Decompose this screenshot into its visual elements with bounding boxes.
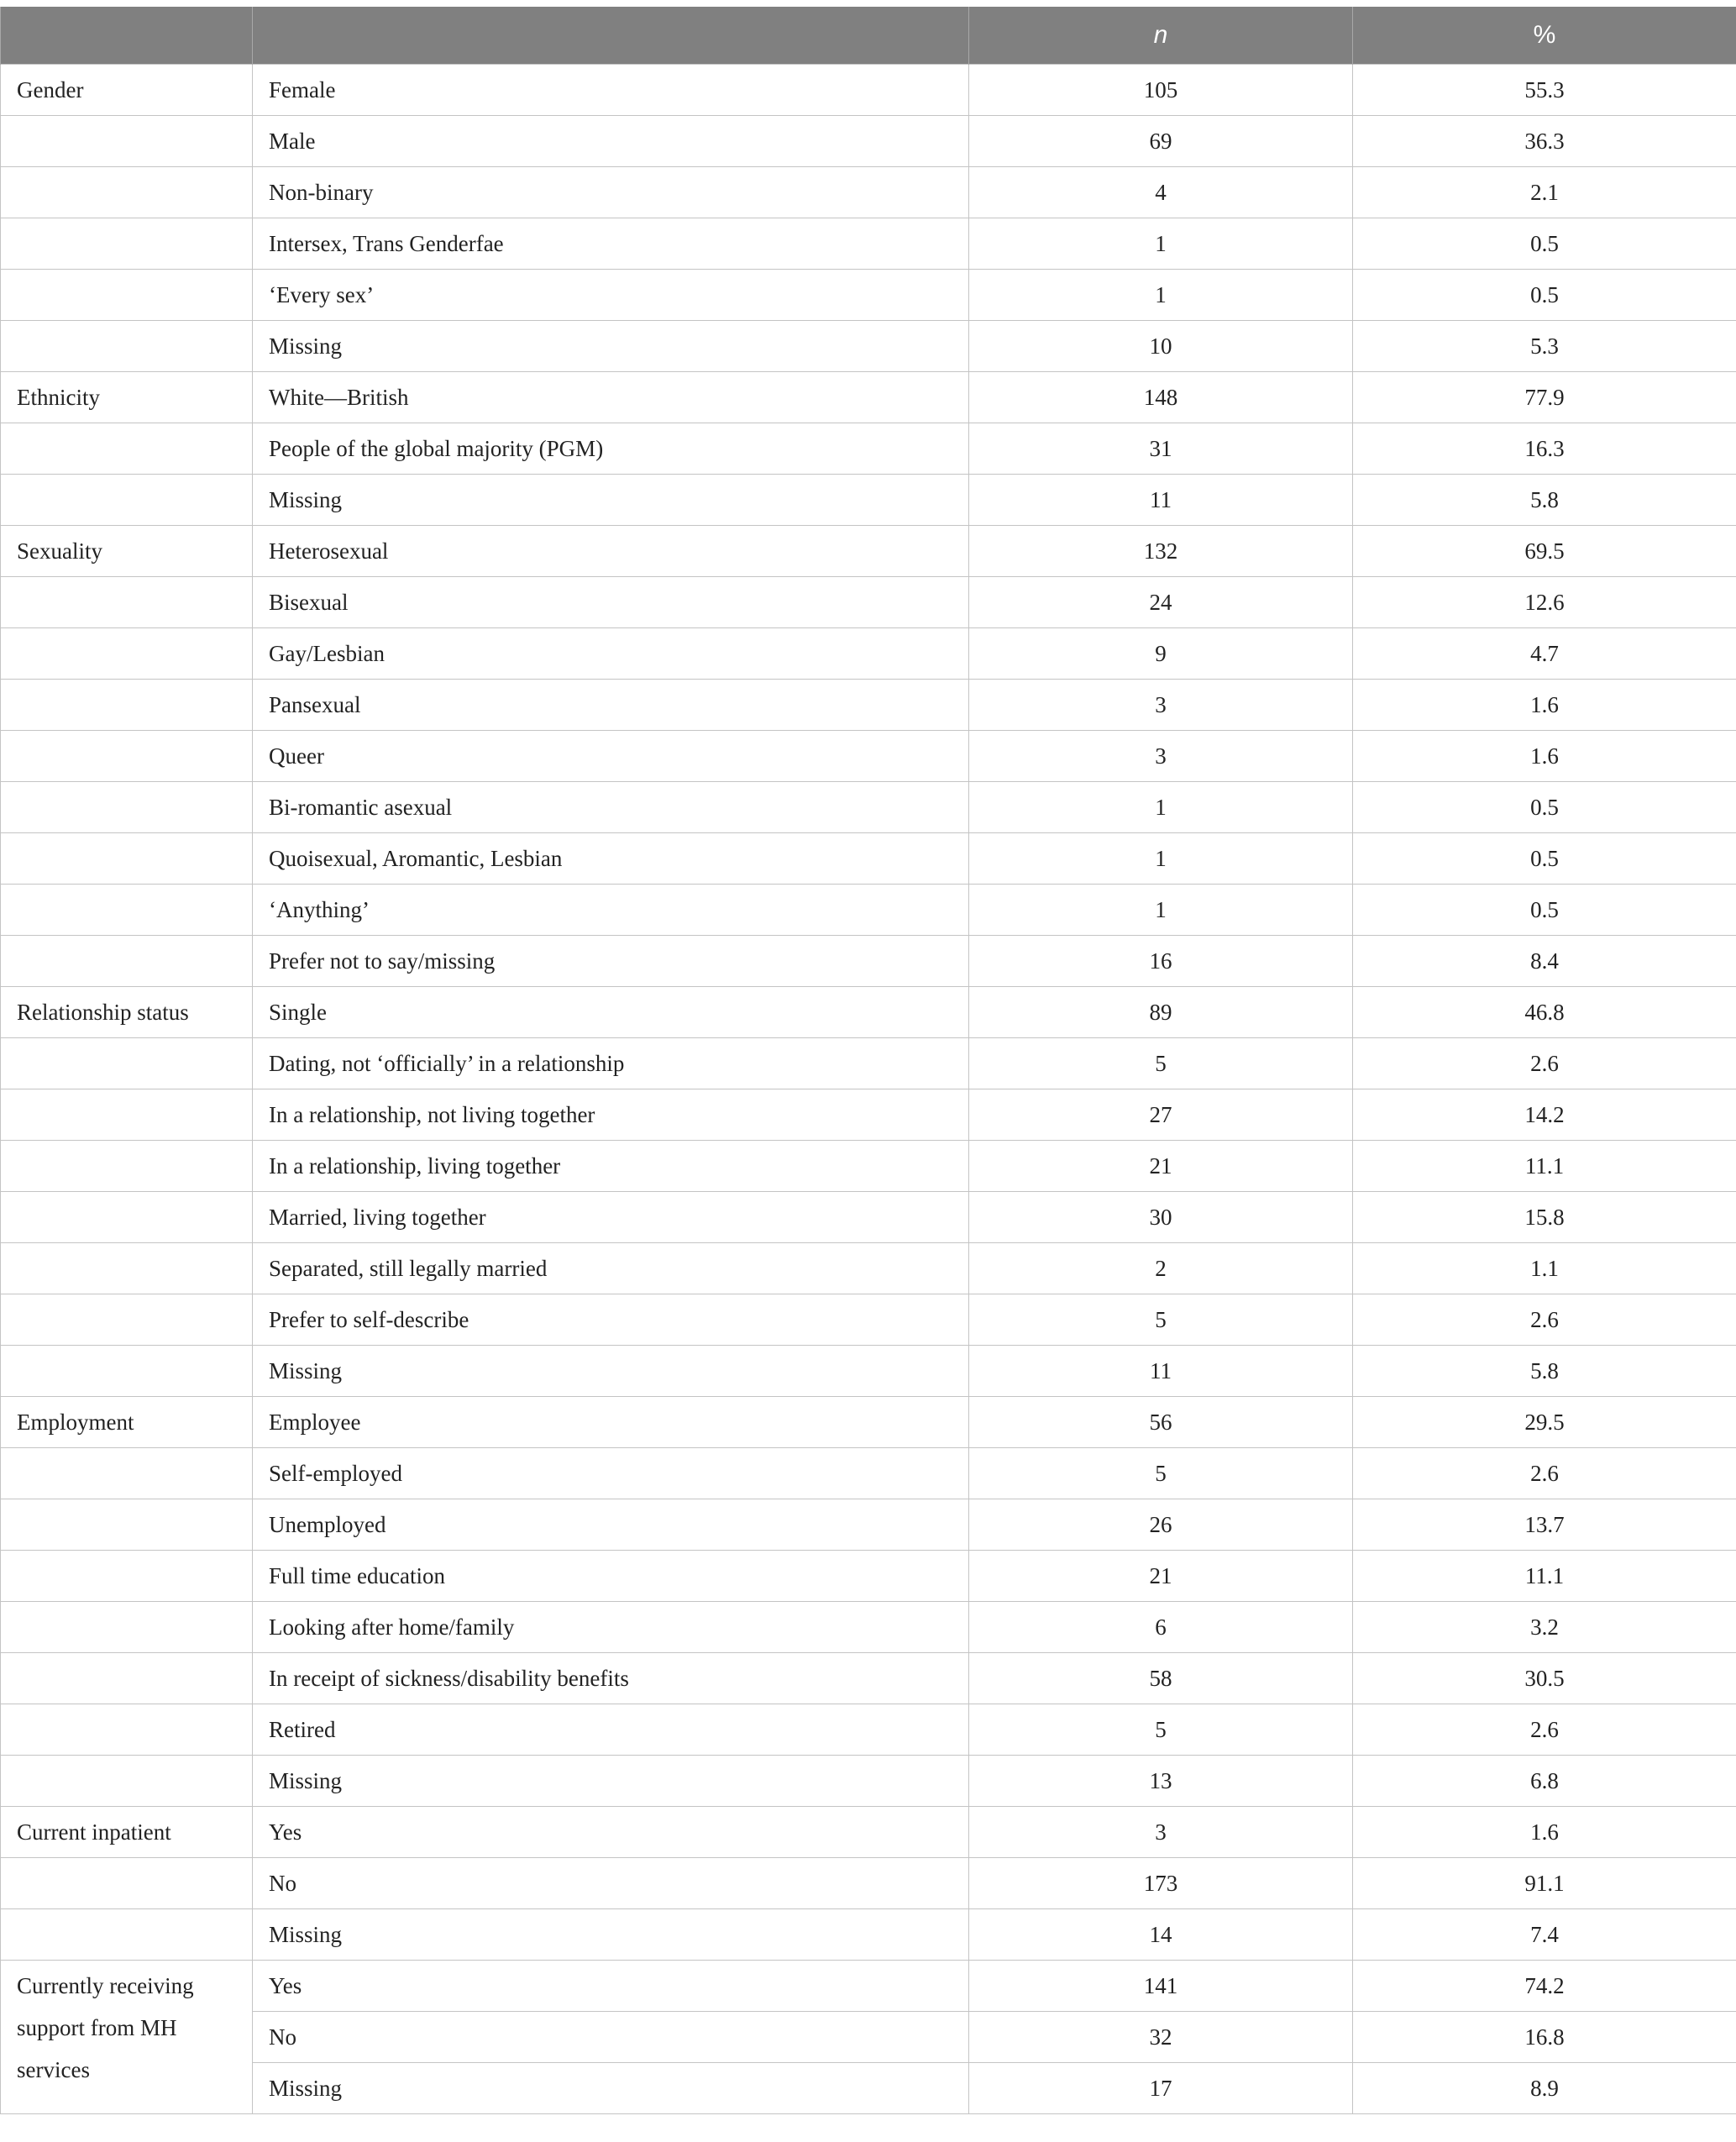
percent-cell: 15.8 <box>1353 1192 1736 1243</box>
category-cell <box>1 1448 253 1499</box>
label-cell: Full time education <box>253 1551 969 1602</box>
label-cell: No <box>253 2012 969 2063</box>
percent-cell: 12.6 <box>1353 577 1736 628</box>
table-row <box>1 1499 1736 1551</box>
n-cell: 1 <box>969 782 1353 833</box>
n-cell: 3 <box>969 1807 1353 1858</box>
percent-cell: 8.9 <box>1353 2063 1736 2114</box>
category-cell <box>1 680 253 731</box>
header-n: n <box>969 7 1353 65</box>
table-row <box>1 2012 1736 2063</box>
table-row <box>1 475 1736 526</box>
n-cell: 6 <box>969 1602 1353 1653</box>
label-cell: Missing <box>253 1756 969 1807</box>
percent-cell: 91.1 <box>1353 1858 1736 1909</box>
percent-cell: 6.8 <box>1353 1756 1736 1807</box>
label-cell: Single <box>253 987 969 1038</box>
label-cell: Male <box>253 116 969 167</box>
label-cell: Retired <box>253 1704 969 1756</box>
label-cell: Missing <box>253 1909 969 1961</box>
percent-cell: 13.7 <box>1353 1499 1736 1551</box>
category-cell <box>1 167 253 218</box>
percent-cell: 2.6 <box>1353 1294 1736 1346</box>
table-row <box>1 1704 1736 1756</box>
category-cell: Current inpatient <box>1 1807 253 1858</box>
percent-cell: 1.6 <box>1353 1807 1736 1858</box>
percent-cell: 5.3 <box>1353 321 1736 372</box>
percent-cell: 77.9 <box>1353 372 1736 423</box>
percent-cell: 2.6 <box>1353 1448 1736 1499</box>
n-cell: 27 <box>969 1089 1353 1141</box>
n-cell: 5 <box>969 1038 1353 1089</box>
label-cell: No <box>253 1858 969 1909</box>
label-cell: Looking after home/family <box>253 1602 969 1653</box>
n-cell: 16 <box>969 936 1353 987</box>
category-cell <box>1 1551 253 1602</box>
header-percent: % <box>1353 7 1736 65</box>
percent-cell: 0.5 <box>1353 218 1736 270</box>
label-cell: Dating, not ‘officially’ in a relationship <box>253 1038 969 1089</box>
category-cell <box>1 1499 253 1551</box>
header-label <box>253 7 969 65</box>
table-row <box>1 885 1736 936</box>
table-row <box>1 1397 1736 1448</box>
category-cell <box>1 577 253 628</box>
table-row <box>1 1551 1736 1602</box>
percent-cell: 5.8 <box>1353 475 1736 526</box>
label-cell: White—British <box>253 372 969 423</box>
category-cell <box>1 1756 253 1807</box>
category-cell <box>1 936 253 987</box>
label-cell: Separated, still legally married <box>253 1243 969 1294</box>
percent-cell: 0.5 <box>1353 782 1736 833</box>
percent-cell: 4.7 <box>1353 628 1736 680</box>
category-cell <box>1 782 253 833</box>
n-cell: 11 <box>969 1346 1353 1397</box>
label-cell: Self-employed <box>253 1448 969 1499</box>
percent-cell: 0.5 <box>1353 833 1736 885</box>
percent-cell: 74.2 <box>1353 1961 1736 2012</box>
table-row <box>1 1089 1736 1141</box>
n-cell: 141 <box>969 1961 1353 2012</box>
percent-cell: 8.4 <box>1353 936 1736 987</box>
label-cell: Bi-romantic asexual <box>253 782 969 833</box>
category-cell <box>1 1704 253 1756</box>
n-cell: 148 <box>969 372 1353 423</box>
n-cell: 13 <box>969 1756 1353 1807</box>
label-cell: Queer <box>253 731 969 782</box>
table-row <box>1 680 1736 731</box>
n-cell: 1 <box>969 833 1353 885</box>
n-cell: 3 <box>969 680 1353 731</box>
percent-cell: 11.1 <box>1353 1141 1736 1192</box>
percent-cell: 30.5 <box>1353 1653 1736 1704</box>
table-row <box>1 65 1736 116</box>
table-row <box>1 987 1736 1038</box>
n-cell: 21 <box>969 1141 1353 1192</box>
table-row <box>1 936 1736 987</box>
n-cell: 9 <box>969 628 1353 680</box>
demographics-table <box>0 7 1736 2114</box>
percent-cell: 5.8 <box>1353 1346 1736 1397</box>
n-cell: 105 <box>969 65 1353 116</box>
label-cell: In a relationship, living together <box>253 1141 969 1192</box>
category-cell <box>1 1346 253 1397</box>
table-row <box>1 218 1736 270</box>
category-cell <box>1 1653 253 1704</box>
table-row <box>1 1038 1736 1089</box>
table-row <box>1 782 1736 833</box>
category-cell <box>1 1192 253 1243</box>
category-cell <box>1 270 253 321</box>
n-cell: 1 <box>969 218 1353 270</box>
n-cell: 2 <box>969 1243 1353 1294</box>
table-row <box>1 1858 1736 1909</box>
percent-cell: 55.3 <box>1353 65 1736 116</box>
category-cell <box>1 218 253 270</box>
label-cell: Prefer not to say/missing <box>253 936 969 987</box>
header-row <box>1 7 1736 65</box>
n-cell: 26 <box>969 1499 1353 1551</box>
table-row <box>1 1602 1736 1653</box>
category-cell <box>1 731 253 782</box>
category-cell <box>1 1294 253 1346</box>
table-row <box>1 116 1736 167</box>
category-cell <box>1 1602 253 1653</box>
table-row <box>1 1294 1736 1346</box>
label-cell: Pansexual <box>253 680 969 731</box>
n-cell: 11 <box>969 475 1353 526</box>
label-cell: ‘Anything’ <box>253 885 969 936</box>
label-cell: Non-binary <box>253 167 969 218</box>
table-row <box>1 731 1736 782</box>
category-cell: Sexuality <box>1 526 253 577</box>
n-cell: 5 <box>969 1448 1353 1499</box>
label-cell: Intersex, Trans Genderfae <box>253 218 969 270</box>
category-cell <box>1 1038 253 1089</box>
table-row <box>1 372 1736 423</box>
table-row <box>1 628 1736 680</box>
category-cell <box>1 116 253 167</box>
n-cell: 56 <box>969 1397 1353 1448</box>
percent-cell: 0.5 <box>1353 270 1736 321</box>
n-cell: 5 <box>969 1294 1353 1346</box>
n-cell: 24 <box>969 577 1353 628</box>
percent-cell: 29.5 <box>1353 1397 1736 1448</box>
label-cell: In a relationship, not living together <box>253 1089 969 1141</box>
percent-cell: 7.4 <box>1353 1909 1736 1961</box>
n-cell: 21 <box>969 1551 1353 1602</box>
table-row <box>1 423 1736 475</box>
percent-cell: 2.6 <box>1353 1704 1736 1756</box>
category-cell <box>1 885 253 936</box>
label-cell: Prefer to self-describe <box>253 1294 969 1346</box>
n-cell: 17 <box>969 2063 1353 2114</box>
label-cell: Married, living together <box>253 1192 969 1243</box>
percent-cell: 2.1 <box>1353 167 1736 218</box>
table-row <box>1 1192 1736 1243</box>
n-cell: 1 <box>969 885 1353 936</box>
table-row <box>1 577 1736 628</box>
table-row <box>1 526 1736 577</box>
category-cell <box>1 1089 253 1141</box>
label-cell: Unemployed <box>253 1499 969 1551</box>
label-cell: ‘Every sex’ <box>253 270 969 321</box>
label-cell: Gay/Lesbian <box>253 628 969 680</box>
table-body <box>1 65 1736 2114</box>
n-cell: 10 <box>969 321 1353 372</box>
percent-cell: 2.6 <box>1353 1038 1736 1089</box>
n-cell: 32 <box>969 2012 1353 2063</box>
n-cell: 14 <box>969 1909 1353 1961</box>
table-row <box>1 1909 1736 1961</box>
label-cell: Missing <box>253 1346 969 1397</box>
demographics-table-wrapper <box>0 7 1736 2114</box>
category-cell <box>1 628 253 680</box>
table-row <box>1 1243 1736 1294</box>
table-row <box>1 1346 1736 1397</box>
table-row <box>1 270 1736 321</box>
percent-cell: 36.3 <box>1353 116 1736 167</box>
table-row <box>1 1653 1736 1704</box>
category-cell <box>1 321 253 372</box>
category-cell: Ethnicity <box>1 372 253 423</box>
category-cell: Employment <box>1 1397 253 1448</box>
n-cell: 4 <box>969 167 1353 218</box>
percent-cell: 16.3 <box>1353 423 1736 475</box>
category-cell: Currently receiving support from MH services <box>1 1961 253 2114</box>
table-row <box>1 1961 1736 2012</box>
n-cell: 3 <box>969 731 1353 782</box>
label-cell: Bisexual <box>253 577 969 628</box>
n-cell: 58 <box>969 1653 1353 1704</box>
category-cell <box>1 1141 253 1192</box>
table-row <box>1 833 1736 885</box>
percent-cell: 11.1 <box>1353 1551 1736 1602</box>
n-cell: 31 <box>969 423 1353 475</box>
percent-cell: 1.6 <box>1353 680 1736 731</box>
n-cell: 1 <box>969 270 1353 321</box>
label-cell: Employee <box>253 1397 969 1448</box>
n-cell: 5 <box>969 1704 1353 1756</box>
percent-cell: 0.5 <box>1353 885 1736 936</box>
category-cell <box>1 1909 253 1961</box>
n-cell: 30 <box>969 1192 1353 1243</box>
category-cell <box>1 423 253 475</box>
label-cell: Quoisexual, Aromantic, Lesbian <box>253 833 969 885</box>
label-cell: In receipt of sickness/disability benefits <box>253 1653 969 1704</box>
category-cell <box>1 1243 253 1294</box>
n-cell: 132 <box>969 526 1353 577</box>
table-row <box>1 167 1736 218</box>
label-cell: Female <box>253 65 969 116</box>
label-cell: People of the global majority (PGM) <box>253 423 969 475</box>
category-cell: Relationship status <box>1 987 253 1038</box>
percent-cell: 14.2 <box>1353 1089 1736 1141</box>
table-row <box>1 321 1736 372</box>
label-cell: Missing <box>253 2063 969 2114</box>
percent-cell: 69.5 <box>1353 526 1736 577</box>
label-cell: Heterosexual <box>253 526 969 577</box>
percent-cell: 46.8 <box>1353 987 1736 1038</box>
percent-cell: 16.8 <box>1353 2012 1736 2063</box>
percent-cell: 1.1 <box>1353 1243 1736 1294</box>
table-row <box>1 1756 1736 1807</box>
header-category <box>1 7 253 65</box>
table-row <box>1 1448 1736 1499</box>
percent-cell: 3.2 <box>1353 1602 1736 1653</box>
label-cell: Missing <box>253 475 969 526</box>
category-cell: Gender <box>1 65 253 116</box>
percent-cell: 1.6 <box>1353 731 1736 782</box>
label-cell: Missing <box>253 321 969 372</box>
n-cell: 69 <box>969 116 1353 167</box>
label-cell: Yes <box>253 1961 969 2012</box>
table-row <box>1 1807 1736 1858</box>
n-cell: 173 <box>969 1858 1353 1909</box>
category-cell <box>1 833 253 885</box>
label-cell: Yes <box>253 1807 969 1858</box>
table-row <box>1 2063 1736 2114</box>
category-cell <box>1 475 253 526</box>
table-row <box>1 1141 1736 1192</box>
n-cell: 89 <box>969 987 1353 1038</box>
category-cell <box>1 1858 253 1909</box>
